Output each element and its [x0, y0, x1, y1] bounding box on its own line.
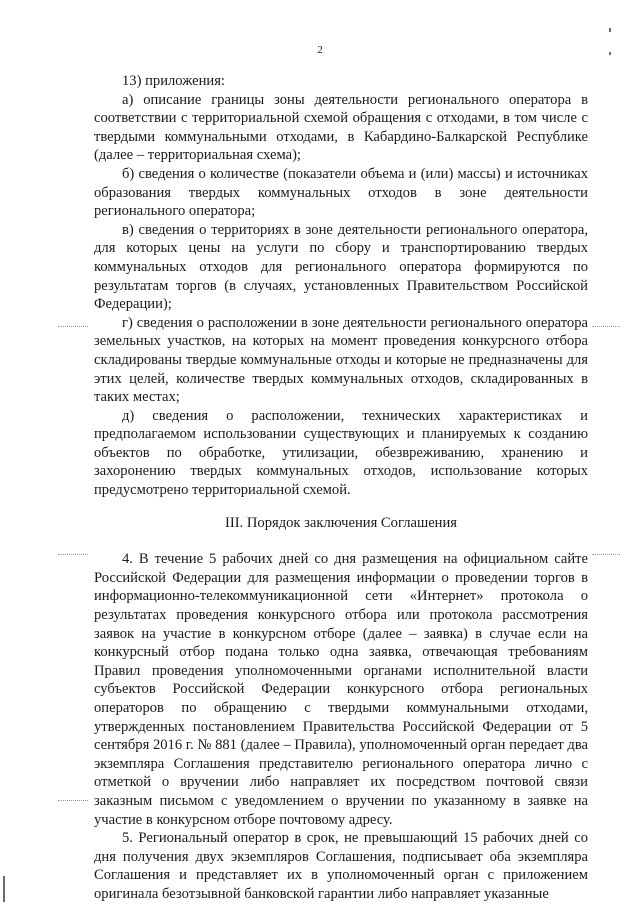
scan-dots-left-2 — [58, 554, 88, 555]
clause-4: 4. В течение 5 рабочих дней со дня размещения на официальном сайте Российской Федерации для размещения информации о проведении торгов в информационно-телекоммуникационной сети «Интернет» протокола о результатах проведения конкурсного отбора или протокола рассмотрения заявок на участие в конкурсном отборе (далее – заявка) в случае если на конкурсный отбор подана только одна заявка, отвечающая требованиям Правил проведения уполномоченными органами исполнительной власти субъектов Российской Федерации конкурсного отбора региональных операторов по обращению с твердыми коммунальными отходами, утвержденных постановлением Правительства Российской Федерации от 5 сентября 2016 г. № 881 (далее – Правила), уполномоченный орган передает два экземпляра Соглашения представителю регионального оператора лично с отметкой о вручении либо направляет их посредством почтовой связи заказным письмом с уведомлением о вручении по указанному в заявке на участие в конкурсном отборе почтовому адресу. — [94, 551, 588, 828]
document-body — [94, 72, 588, 904]
section-heading: III. Порядок заключения Соглашения — [224, 514, 458, 531]
item-v: в) сведения о территориях в зоне деятельности регионального оператора, для которых цены на услуги по сбору и транспортированию твердых коммунальных отходов для регионального оператора формируются по результатам торгов (в случаях, установленных Правительством Российской Федерации); — [94, 221, 588, 313]
scan-mark-right — [609, 52, 611, 55]
attachments-intro: 13) приложения: — [122, 73, 225, 89]
scan-mark-left-edge — [3, 876, 5, 902]
scan-dots-left-1 — [58, 326, 88, 327]
scan-dots-right-1 — [592, 326, 620, 327]
item-b: б) сведения о количестве (показатели объема и (или) массы) и источниках образования твердых коммунальных отходов в зоне деятельности регионального оператора; — [94, 165, 588, 220]
item-a: а) описание границы зоны деятельности регионального оператора в соответствии с территориальной схемой обращения с отходами, в том числе с твердыми коммунальными отходами, в Кабардино-Балкарской Республике (далее – территориальная схема); — [94, 91, 588, 164]
page-number: 2 — [317, 44, 323, 56]
item-d: д) сведения о расположении, технических характеристиках и предполагаемом использовании существующих и планируемых к созданию объектов по обработке, утилизации, обезвреживанию, хранению и захоронению твердых коммунальных отходов, использование которых предусмотрено территориальной схемой. — [94, 407, 588, 499]
scan-dots-left-3 — [58, 800, 88, 801]
item-g: г) сведения о расположении в зоне деятельности регионального оператора земельных участков, на которых на момент проведения конкурсного отбора складированы твердые коммунальные отходы и которые не предназначены для этих целей, количестве твердых коммунальных отходов, складированных в таких местах; — [94, 314, 588, 406]
scan-mark-top-right — [609, 28, 611, 32]
scan-dots-right-2 — [592, 554, 620, 555]
clause-5: 5. Региональный оператор в срок, не превышающий 15 рабочих дней со дня получения двух экземпляров Соглашения, подписывает оба экземпляра Соглашения и представляет их в уполномоченный орган с приложением оригинала безотзывной банковской гарантии либо направляет указанные — [94, 830, 588, 902]
